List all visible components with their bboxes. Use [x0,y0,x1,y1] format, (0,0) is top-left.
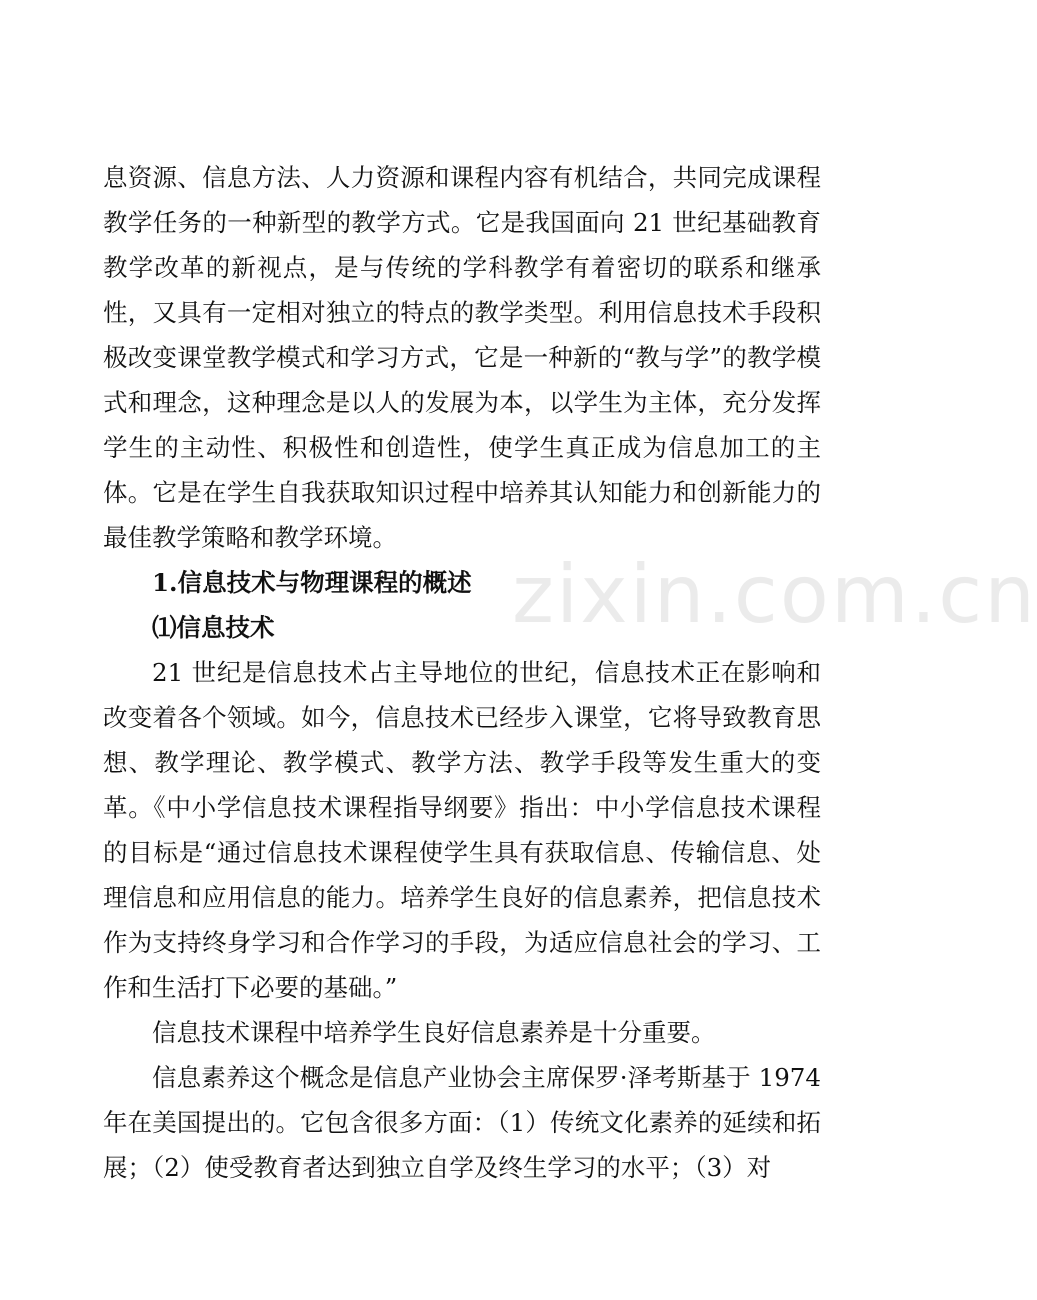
paragraph-info-tech: 21 世纪是信息技术占主导地位的世纪，信息技术正在影响和改变着各个领域。如今，信息技术已经步入课堂，它将导致教育思想、教学理论、教学模式、教学方法、教学手段等发生重大的变革。《中小学信息技术课程指导纲要》指出：中小学信息技术课程的目标是“通过信息技术课程使学生具有获取信息、传输信息、处理信息和应用信息的能力。培养学生良好的信息素养，把信息技术作为支持终身学习和合作学习的手段，为适应信息社会的学习、工作和生活打下必要的基础。” [103,658,821,1002]
subsection-heading: ⑴信息技术 [152,613,275,642]
section-heading: 1.信息技术与物理课程的概述 [152,568,472,597]
watermark: zixin.com.cn [512,548,1037,641]
paragraph-info-literacy-importance: 信息技术课程中培养学生良好信息素养是十分重要。 [152,1018,716,1047]
paragraph-intro-continued: 息资源、信息方法、人力资源和课程内容有机结合，共同完成课程教学任务的一种新型的教学方式。它是我国面向 21 世纪基础教育教学改革的新视点，是与传统的学科教学有着密切的联系和继承性，又具有一定相对独立的特点的教学类型。利用信息技术手段积极改变课堂教学模式和学习方式，它是一种新的“教与学”的教学模式和理念，这种理念是以人的发展为本，以学生为主体，充分发挥学生的主动性、积极性和创造性，使学生真正成为信息加工的主体。它是在学生自我获取知识过程中培养其认知能力和创新能力的最佳教学策略和教学环境。 [103,163,821,552]
document-body [103,155,821,1190]
paragraph-info-literacy-concept: 信息素养这个概念是信息产业协会主席保罗·泽考斯基于 1974 年在美国提出的。它包含很多方面：（1）传统文化素养的延续和拓展；（2）使受教育者达到独立自学及终生学习的水平；（3）对 [103,1063,821,1182]
